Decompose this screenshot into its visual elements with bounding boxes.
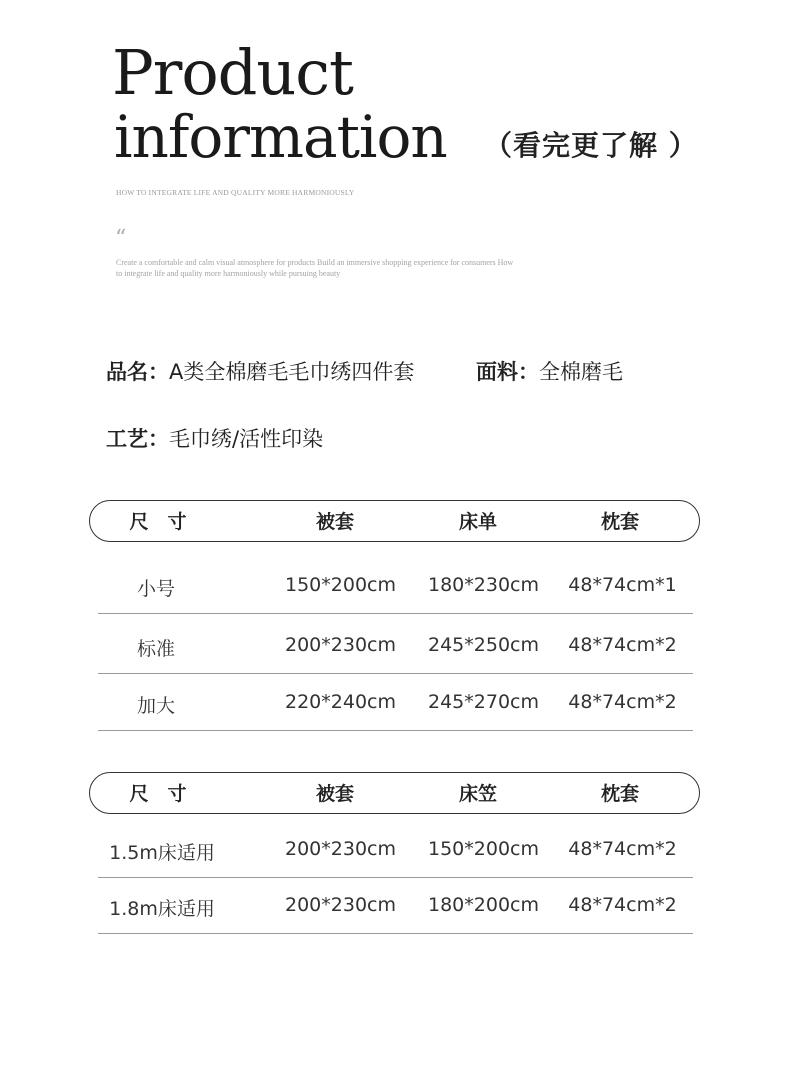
- title-information: information: [114, 103, 447, 171]
- fabric-label: 面料：: [476, 360, 539, 384]
- table2-header-fitted-sheet: 床笠: [458, 783, 497, 805]
- quote-icon: “: [115, 226, 127, 251]
- table1-row3-duvet: 220*240cm: [285, 691, 396, 713]
- table2-row1-pillowcase: 48*74cm*2: [568, 838, 677, 860]
- title-product: Product: [112, 36, 353, 109]
- table1-header-pillowcase: 枕套: [600, 511, 639, 533]
- craft-label: 工艺：: [106, 427, 169, 451]
- table2-row1-size: 1.5m床适用: [109, 842, 215, 864]
- table2-divider: [98, 933, 693, 934]
- table1-row3-sheet: 245*270cm: [428, 691, 539, 713]
- table1-row2-duvet: 200*230cm: [285, 634, 396, 656]
- table2-row1-duvet: 200*230cm: [285, 838, 396, 860]
- description: Create a comfortable and calm visual atmosphere for products Build an immersive shopping experience for consumers How to integrate life and quality more harmoniously while pursuing beauty: [116, 258, 514, 278]
- table1-row1-pillowcase: 48*74cm*1: [568, 574, 677, 596]
- table2-header-pillowcase: 枕套: [600, 783, 639, 805]
- craft-value: 毛巾绣/活性印染: [169, 427, 324, 451]
- table2-header-duvet: 被套: [315, 783, 354, 805]
- fabric-value: 全棉磨毛: [539, 360, 623, 384]
- table1-divider: [98, 730, 693, 731]
- table2-header-size: 尺 寸: [129, 783, 187, 805]
- table2-row2-size: 1.8m床适用: [109, 898, 215, 920]
- table1-row2-size: 标准: [136, 638, 175, 660]
- table1-row2-sheet: 245*250cm: [428, 634, 539, 656]
- table2-header: [89, 772, 700, 814]
- table2-row2-pillowcase: 48*74cm*2: [568, 894, 677, 916]
- product-name-value: A类全棉磨毛毛巾绣四件套: [169, 360, 415, 384]
- table1-header-duvet: 被套: [315, 511, 354, 533]
- product-name-label: 品名：: [106, 360, 169, 384]
- craft: [106, 423, 323, 453]
- table1-divider: [98, 613, 693, 614]
- table1-header: [89, 500, 700, 542]
- table1-row3-pillowcase: 48*74cm*2: [568, 691, 677, 713]
- table1-row2-pillowcase: 48*74cm*2: [568, 634, 677, 656]
- product-name: [106, 356, 414, 386]
- table1-header-size: 尺 寸: [129, 511, 187, 533]
- table1-row3-size: 加大: [136, 695, 175, 717]
- table1-row1-duvet: 150*200cm: [285, 574, 396, 596]
- table1-divider: [98, 673, 693, 674]
- subtitle-learn-more: （看完更了解 ）: [484, 129, 698, 162]
- table2-divider: [98, 877, 693, 878]
- table1-row1-sheet: 180*230cm: [428, 574, 539, 596]
- table1-header-sheet: 床单: [458, 511, 497, 533]
- table2-row2-duvet: 200*230cm: [285, 894, 396, 916]
- table2-row2-fitted-sheet: 180*200cm: [428, 894, 539, 916]
- table1-row1-size: 小号: [136, 578, 175, 600]
- fabric: [476, 356, 623, 386]
- table2-row1-fitted-sheet: 150*200cm: [428, 838, 539, 860]
- tagline: HOW TO INTEGRATE LIFE AND QUALITY MORE HARMONIOUSLY: [116, 188, 355, 197]
